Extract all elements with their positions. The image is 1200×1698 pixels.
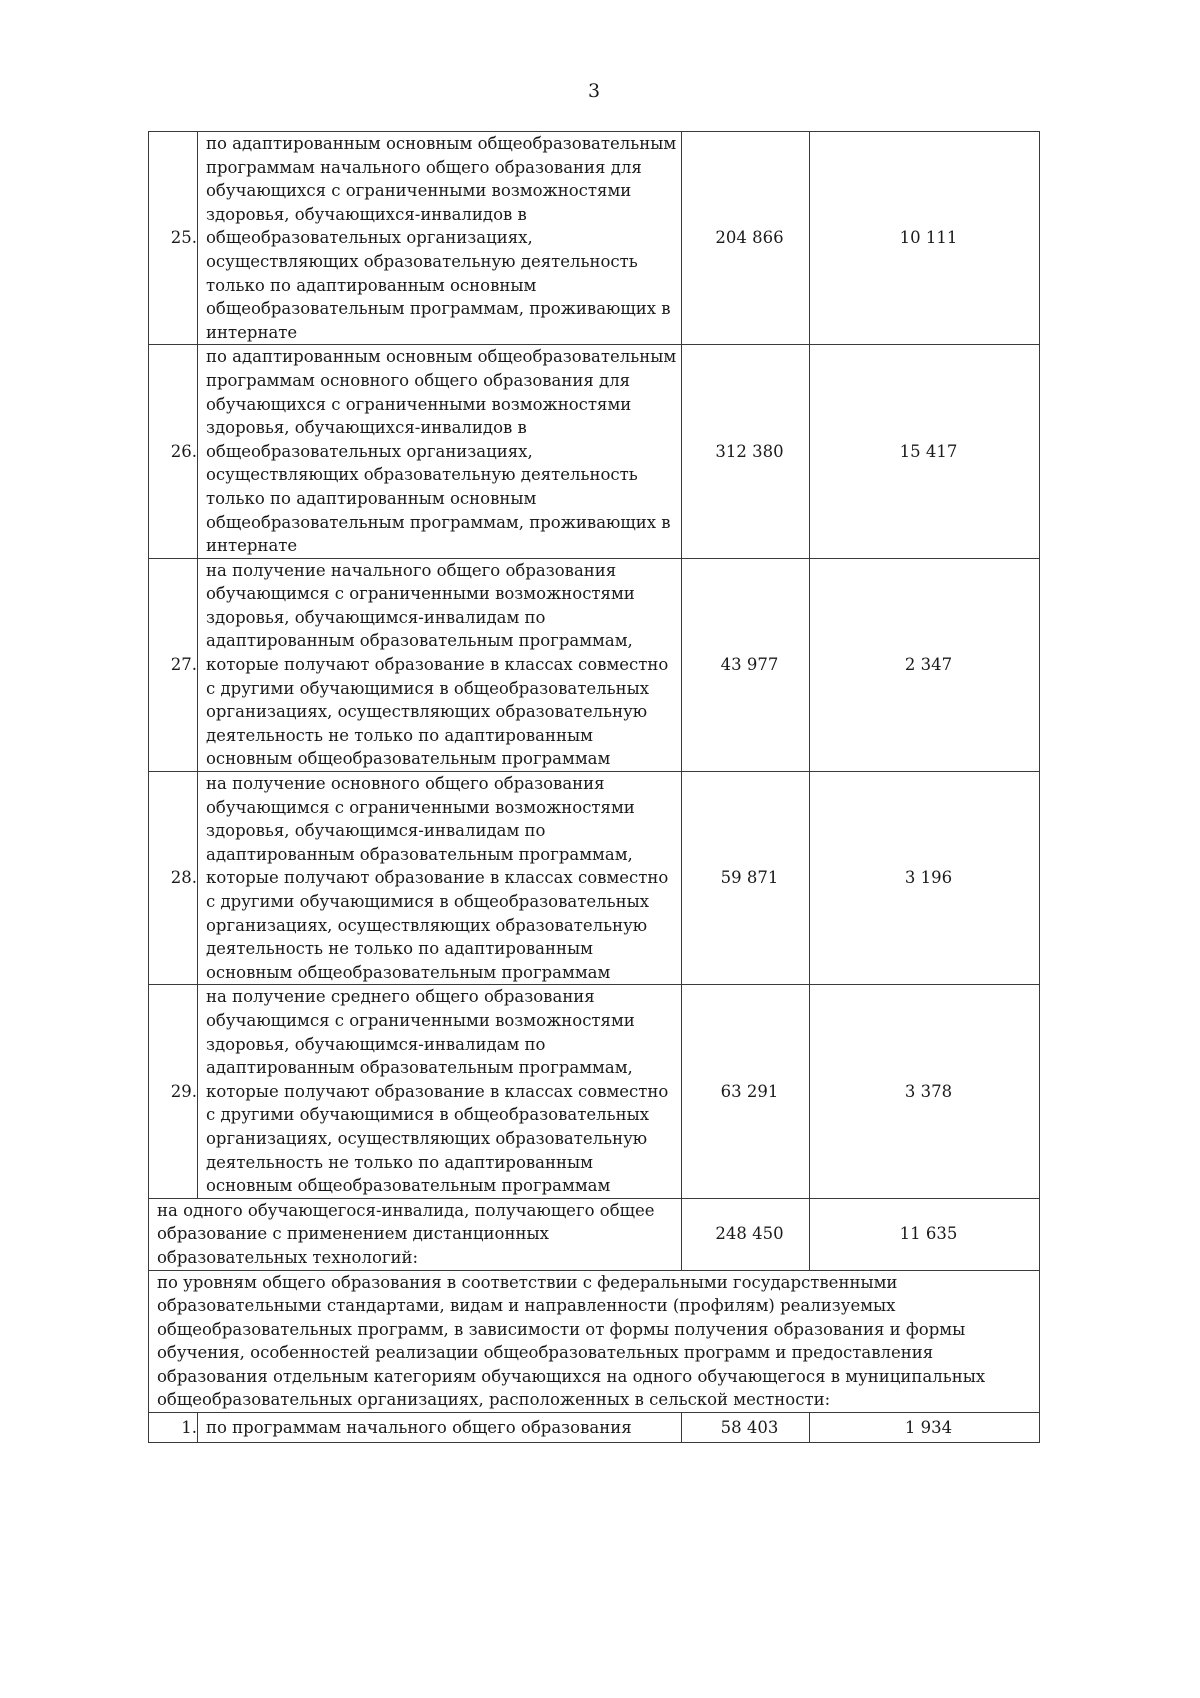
row-value-1: 63 291 bbox=[682, 985, 810, 1198]
row-value-2: 1 934 bbox=[810, 1413, 1040, 1443]
row-value-2: 3 378 bbox=[810, 985, 1040, 1198]
row-description: по адаптированным основным общеобразовательным программам основного общего образования для обучающихся с ограниченными возможностями здоровья, обучающихся-инвалидов в общеобразовательных организациях, осуществляющих образовательную деятельность только по адаптированным основным общеобразовательным программам, проживающих в интернате bbox=[198, 345, 682, 558]
row-description: на получение среднего общего образования обучающимся с ограниченными возможностями здоровья, обучающимся-инвалидам по адаптированным образовательным программам, которые получают образование в классах совместно с другими обучающимися в общеобразовательных организациях, осуществляющих образовательную деятельность не только по адаптированным основным общеобразовательным программам bbox=[198, 985, 682, 1198]
row-value-2: 3 196 bbox=[810, 772, 1040, 985]
row-value-1: 312 380 bbox=[682, 345, 810, 558]
row-number: 26. bbox=[149, 345, 198, 558]
distance-learning-value-1: 248 450 bbox=[682, 1198, 810, 1270]
row-value-1: 59 871 bbox=[682, 772, 810, 985]
section-header-row bbox=[149, 1270, 1040, 1413]
table-row bbox=[149, 558, 1040, 771]
row-value-2: 2 347 bbox=[810, 558, 1040, 771]
row-value-1: 43 977 bbox=[682, 558, 810, 771]
row-number: 25. bbox=[149, 132, 198, 345]
row-number: 27. bbox=[149, 558, 198, 771]
funding-standards-table bbox=[148, 131, 1040, 1443]
row-description: на получение начального общего образования обучающимся с ограниченными возможностями здоровья, обучающимся-инвалидам по адаптированным образовательным программам, которые получают образование в классах совместно с другими обучающимися в общеобразовательных организациях, осуществляющих образовательную деятельность не только по адаптированным основным общеобразовательным программам bbox=[198, 558, 682, 771]
row-description: по адаптированным основным общеобразовательным программам начального общего образования для обучающихся с ограниченными возможностями здоровья, обучающихся-инвалидов в общеобразовательных организациях, осуществляющих образовательную деятельность только по адаптированным основным общеобразовательным программам, проживающих в интернате bbox=[198, 132, 682, 345]
table-row bbox=[149, 345, 1040, 558]
row-description: на получение основного общего образования обучающимся с ограниченными возможностями здоровья, обучающимся-инвалидам по адаптированным образовательным программам, которые получают образование в классах совместно с другими обучающимися в общеобразовательных организациях, осуществляющих образовательную деятельность не только по адаптированным основным общеобразовательным программам bbox=[198, 772, 682, 985]
table-row bbox=[149, 772, 1040, 985]
distance-learning-description: на одного обучающегося-инвалида, получающего общее образование с применением дистанционных образовательных технологий: bbox=[149, 1198, 682, 1270]
row-value-2: 15 417 bbox=[810, 345, 1040, 558]
distance-learning-row bbox=[149, 1198, 1040, 1270]
table-row bbox=[149, 1413, 1040, 1443]
row-description: по программам начального общего образования bbox=[198, 1413, 682, 1443]
row-number: 29. bbox=[149, 985, 198, 1198]
page-number: 3 bbox=[587, 80, 601, 102]
row-value-1: 204 866 bbox=[682, 132, 810, 345]
row-number: 28. bbox=[149, 772, 198, 985]
row-value-2: 10 111 bbox=[810, 132, 1040, 345]
table-row bbox=[149, 132, 1040, 345]
row-value-1: 58 403 bbox=[682, 1413, 810, 1443]
row-number: 1. bbox=[149, 1413, 198, 1443]
section-header: по уровням общего образования в соответствии с федеральными государственными образовательными стандартами, видам и направленности (профилям) реализуемых общеобразовательных программ, в зависимости от формы получения образования и формы обучения, особенностей реализации общеобразовательных программ и предоставления образования отдельным категориям обучающихся на одного обучающегося в муниципальных общеобразовательных организациях, расположенных в сельской местности: bbox=[149, 1270, 1040, 1413]
distance-learning-value-2: 11 635 bbox=[810, 1198, 1040, 1270]
table-row bbox=[149, 985, 1040, 1198]
